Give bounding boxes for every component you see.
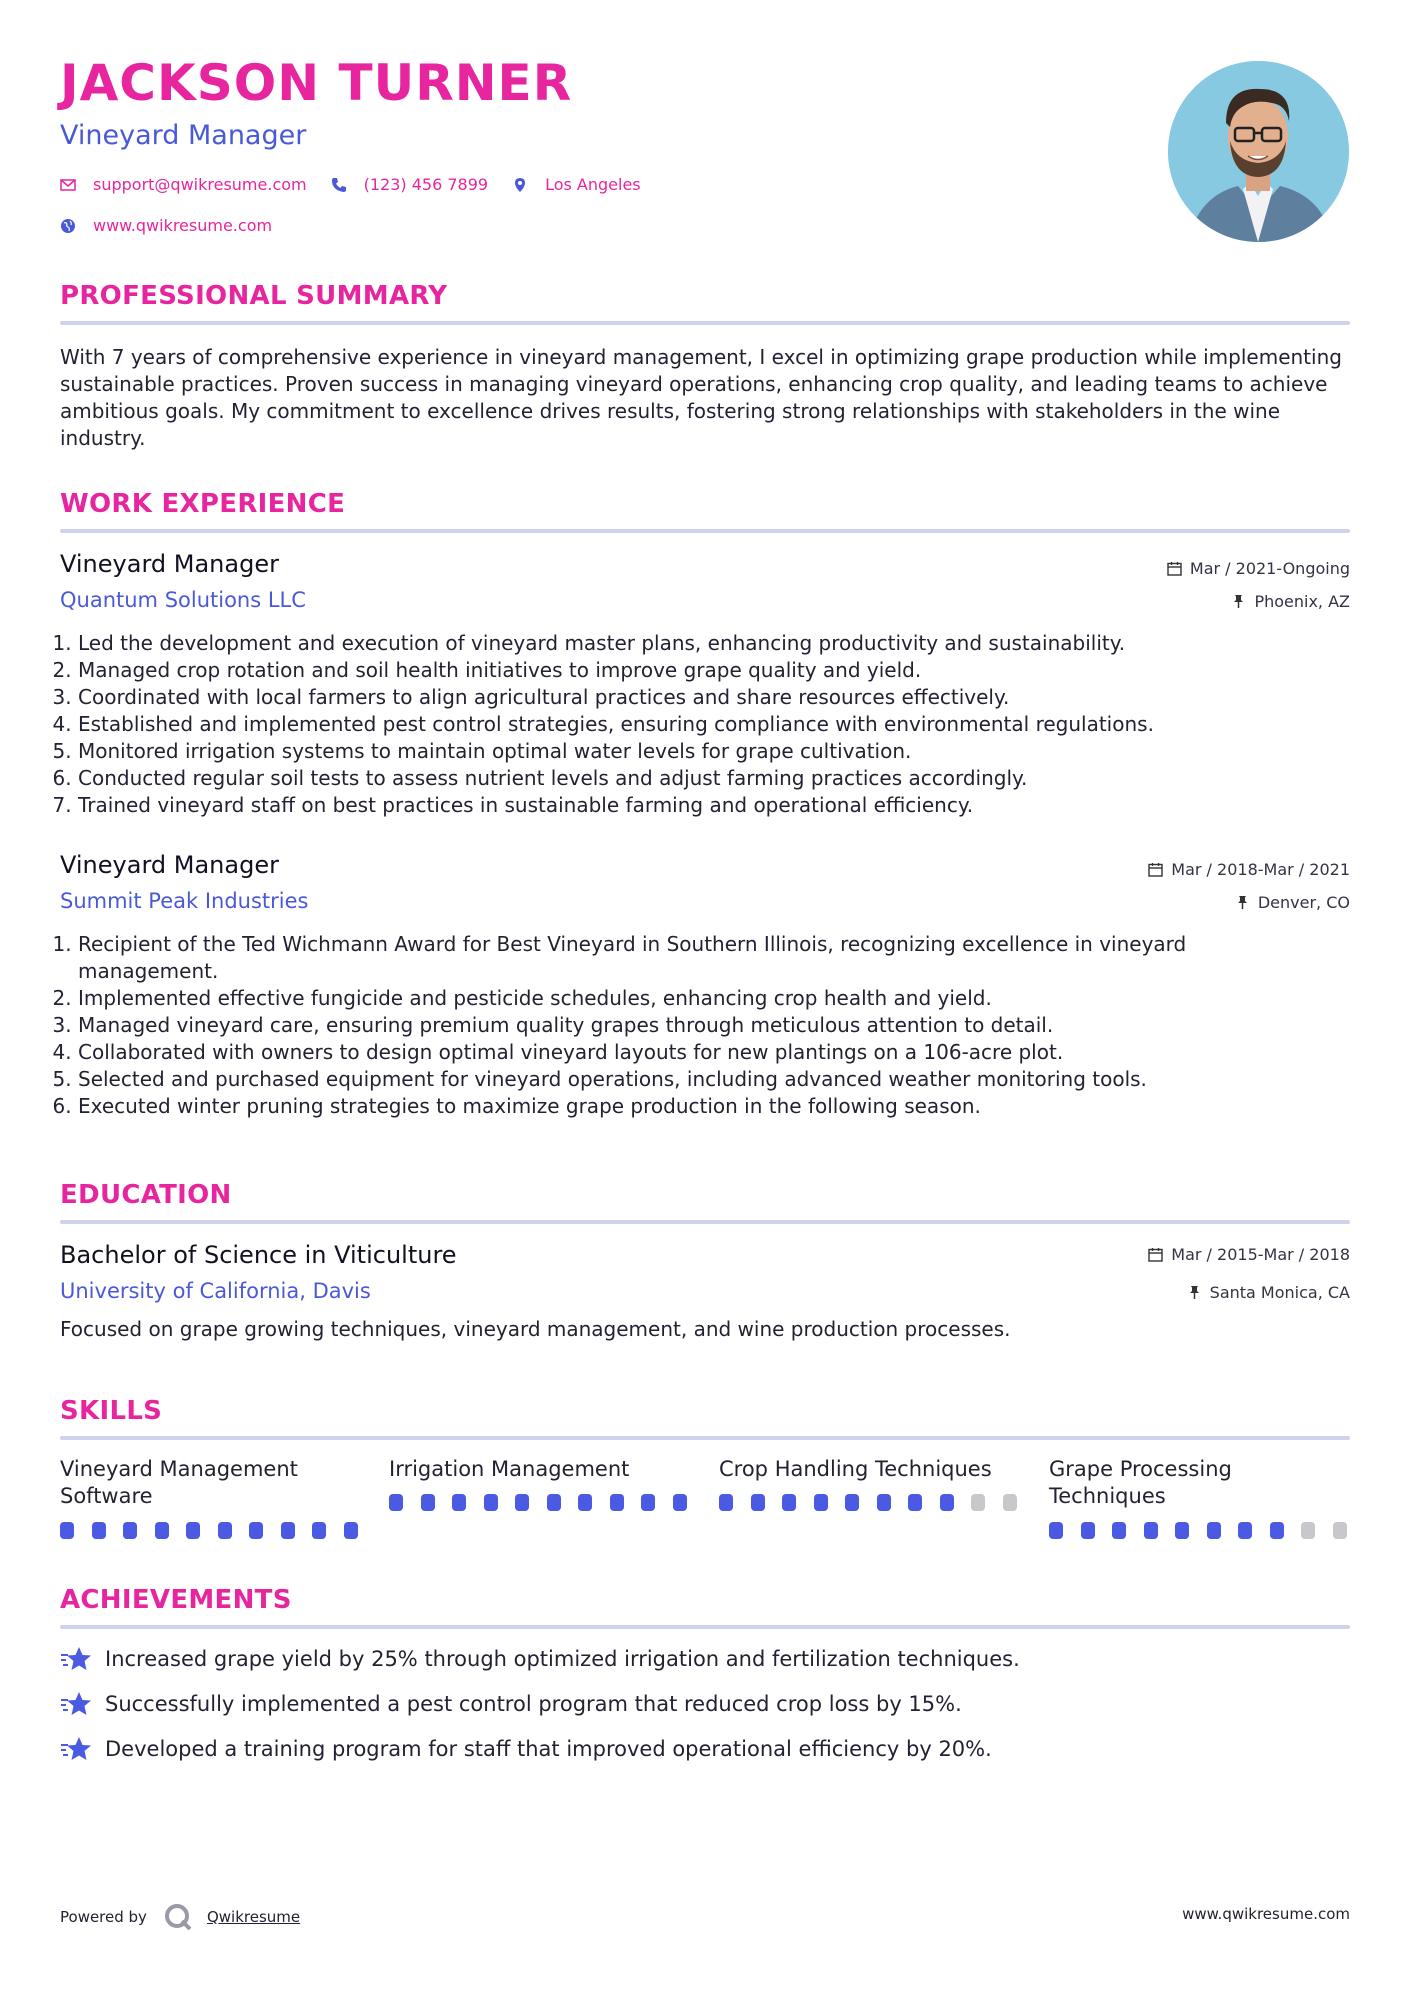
pushpin-icon — [1231, 594, 1246, 609]
job-location-text: Denver, CO — [1257, 893, 1350, 912]
skill-dot-filled — [123, 1522, 137, 1539]
skill-item — [60, 1456, 360, 1510]
list-item: 3. Managed vineyard care, ensuring premium quality grapes through meticulous attention to detail. — [78, 1012, 1278, 1039]
skill-dot-filled — [547, 1494, 561, 1511]
contact-row-2 — [60, 216, 296, 235]
job-dates-text: Mar / 2018-Mar / 2021 — [1171, 860, 1350, 879]
job-title: Vineyard Manager — [60, 550, 279, 578]
experience-heading: WORK EXPERIENCE — [60, 489, 346, 519]
job-company: Quantum Solutions LLC — [60, 588, 306, 612]
skill-item — [389, 1456, 689, 1483]
skill-dot-filled — [186, 1522, 200, 1539]
skill-dot-filled — [312, 1522, 326, 1539]
email-text: support@qwikresume.com — [93, 175, 307, 194]
list-item: 5. Selected and purchased equipment for vineyard operations, including advanced weather monitoring tools. — [78, 1066, 1278, 1093]
globe-icon — [60, 218, 76, 234]
skill-dot-filled — [249, 1522, 263, 1539]
achievement-text: Increased grape yield by 25% through optimized irrigation and fertilization techniques. — [105, 1647, 1020, 1671]
achievement-item — [60, 1735, 992, 1763]
job-location-text: Phoenix, AZ — [1254, 592, 1350, 611]
skill-dot-filled — [218, 1522, 232, 1539]
job-title: Vineyard Manager — [60, 851, 279, 879]
skill-dot-filled — [92, 1522, 106, 1539]
qwikresume-logo-icon — [163, 1902, 193, 1932]
powered-by-label: Powered by — [60, 1908, 147, 1926]
contact-phone[interactable] — [331, 175, 488, 194]
job-company: Summit Peak Industries — [60, 889, 309, 913]
list-item: 6. Executed winter pruning strategies to maximize grape production in the following season. — [78, 1093, 1278, 1120]
skill-item — [1049, 1456, 1349, 1510]
skill-name: Vineyard Management Software — [60, 1457, 298, 1508]
location-text: Los Angeles — [545, 175, 641, 194]
skill-dot-filled — [484, 1494, 498, 1511]
education-heading: EDUCATION — [60, 1180, 232, 1210]
skill-dot-filled — [1270, 1522, 1284, 1539]
list-item: 1. Recipient of the Ted Wichmann Award for Best Vineyard in Southern Illinois, recognizing excellence in vineyard management. — [78, 931, 1278, 985]
map-pin-icon — [512, 177, 528, 193]
skills-heading: SKILLS — [60, 1396, 163, 1426]
skill-dot-filled — [641, 1494, 655, 1511]
skill-dot-filled — [782, 1494, 796, 1511]
skill-dot-filled — [1175, 1522, 1189, 1539]
list-item: 4. Established and implemented pest control strategies, ensuring compliance with environmental regulations. — [78, 711, 1278, 738]
skill-dot-filled — [421, 1494, 435, 1511]
summary-heading: PROFESSIONAL SUMMARY — [60, 281, 448, 311]
education-dates-text: Mar / 2015-Mar / 2018 — [1171, 1245, 1350, 1264]
phone-icon — [331, 177, 347, 193]
skill-dot-filled — [155, 1522, 169, 1539]
achievement-text: Developed a training program for staff that improved operational efficiency by 20%. — [105, 1737, 992, 1761]
skill-dot-filled — [1144, 1522, 1158, 1539]
contact-email[interactable] — [60, 175, 307, 194]
calendar-icon — [1148, 862, 1163, 877]
list-item: 3. Coordinated with local farmers to align agricultural practices and share resources effectively. — [78, 684, 1278, 711]
contact-location — [512, 175, 641, 194]
job-bullets — [60, 630, 1278, 819]
list-item: 7. Trained vineyard staff on best practices in sustainable farming and operational efficiency. — [78, 792, 1278, 819]
skill-dot-filled — [578, 1494, 592, 1511]
summary-text: With 7 years of comprehensive experience in vineyard management, I excel in optimizing grape production while implementing sustainable practices. Proven success in managing vineyard operations, enhancing crop quality, and leading teams to achieve ambitious goals. My commitment to excellence drives results, fostering strong relationships with stakeholders in the wine industry. — [60, 345, 1342, 450]
star-icon — [60, 1735, 92, 1763]
contact-row — [60, 175, 665, 194]
skill-dot-filled — [845, 1494, 859, 1511]
phone-text: (123) 456 7899 — [363, 175, 489, 194]
achievement-item — [60, 1690, 962, 1718]
skill-dot-filled — [60, 1522, 74, 1539]
education-location — [1187, 1283, 1350, 1302]
calendar-icon — [1167, 561, 1182, 576]
footer-powered-by — [60, 1902, 300, 1932]
skill-dot-filled — [1207, 1522, 1221, 1539]
achievement-text: Successfully implemented a pest control program that reduced crop loss by 15%. — [105, 1692, 962, 1716]
achievement-item — [60, 1645, 1020, 1673]
star-icon — [60, 1645, 92, 1673]
qwikresume-link[interactable]: Qwikresume — [206, 1908, 301, 1926]
list-item: 2. Implemented effective fungicide and pesticide schedules, enhancing crop health and yield. — [78, 985, 1278, 1012]
skill-dot-empty — [1333, 1522, 1347, 1539]
skill-dot-filled — [908, 1494, 922, 1511]
skill-level-meter — [389, 1494, 704, 1511]
job-dates — [1148, 860, 1350, 879]
skill-dot-filled — [751, 1494, 765, 1511]
list-item: 6. Conducted regular soil tests to assess nutrient levels and adjust farming practices accordingly. — [78, 765, 1278, 792]
pushpin-icon — [1187, 1285, 1202, 1300]
skills-divider — [60, 1436, 1350, 1440]
skill-dot-filled — [1238, 1522, 1252, 1539]
website-text: www.qwikresume.com — [93, 216, 273, 235]
job-dates-text: Mar / 2021-Ongoing — [1189, 559, 1350, 578]
skill-name: Crop Handling Techniques — [719, 1457, 992, 1481]
skill-dot-filled — [344, 1522, 358, 1539]
skill-dot-filled — [814, 1494, 828, 1511]
footer-website[interactable]: www.qwikresume.com — [1182, 1905, 1350, 1923]
skill-dot-empty — [971, 1494, 985, 1511]
candidate-title: Vineyard Manager — [60, 120, 307, 151]
summary-divider — [60, 321, 1350, 325]
skill-level-meter — [719, 1494, 1034, 1511]
achievements-divider — [60, 1625, 1350, 1629]
skill-dot-filled — [1049, 1522, 1063, 1539]
star-icon — [60, 1690, 92, 1718]
skill-dot-filled — [389, 1494, 403, 1511]
skill-dot-filled — [452, 1494, 466, 1511]
skill-dot-filled — [719, 1494, 733, 1511]
skill-dot-filled — [877, 1494, 891, 1511]
job-location — [1235, 893, 1350, 912]
skill-dot-filled — [1112, 1522, 1126, 1539]
education-description: Focused on grape growing techniques, vineyard management, and wine production processes. — [60, 1317, 1011, 1341]
list-item: 5. Monitored irrigation systems to maintain optimal water levels for grape cultivation. — [78, 738, 1278, 765]
skill-name: Grape Processing Techniques — [1049, 1457, 1232, 1508]
achievements-heading: ACHIEVEMENTS — [60, 1585, 292, 1615]
pushpin-icon — [1235, 895, 1250, 910]
list-item: 1. Led the development and execution of vineyard master plans, enhancing productivity and sustainability. — [78, 630, 1278, 657]
skill-dot-empty — [1003, 1494, 1017, 1511]
calendar-icon — [1148, 1247, 1163, 1262]
education-dates — [1148, 1245, 1350, 1264]
skill-dot-filled — [1081, 1522, 1095, 1539]
skill-level-meter — [1049, 1522, 1364, 1539]
education-divider — [60, 1220, 1350, 1224]
candidate-name: JACKSON TURNER — [60, 54, 573, 112]
list-item: 4. Collaborated with owners to design optimal vineyard layouts for new plantings on a 106-acre plot. — [78, 1039, 1278, 1066]
skill-dot-filled — [673, 1494, 687, 1511]
education-location-text: Santa Monica, CA — [1209, 1283, 1350, 1302]
skill-dot-filled — [281, 1522, 295, 1539]
skill-dot-empty — [1301, 1522, 1315, 1539]
envelope-icon — [60, 177, 76, 193]
skill-item — [719, 1456, 1019, 1483]
skill-dot-filled — [610, 1494, 624, 1511]
school-name: University of California, Davis — [60, 1279, 371, 1303]
skill-level-meter — [60, 1522, 375, 1539]
contact-website[interactable] — [60, 216, 272, 235]
degree-title: Bachelor of Science in Viticulture — [60, 1241, 457, 1269]
profile-photo — [1168, 61, 1349, 242]
skill-dot-filled — [515, 1494, 529, 1511]
experience-divider — [60, 529, 1350, 533]
job-dates — [1167, 559, 1350, 578]
job-bullets — [60, 931, 1278, 1120]
job-location — [1231, 592, 1350, 611]
skill-dot-filled — [940, 1494, 954, 1511]
list-item: 2. Managed crop rotation and soil health initiatives to improve grape quality and yield. — [78, 657, 1278, 684]
skill-name: Irrigation Management — [389, 1457, 630, 1481]
